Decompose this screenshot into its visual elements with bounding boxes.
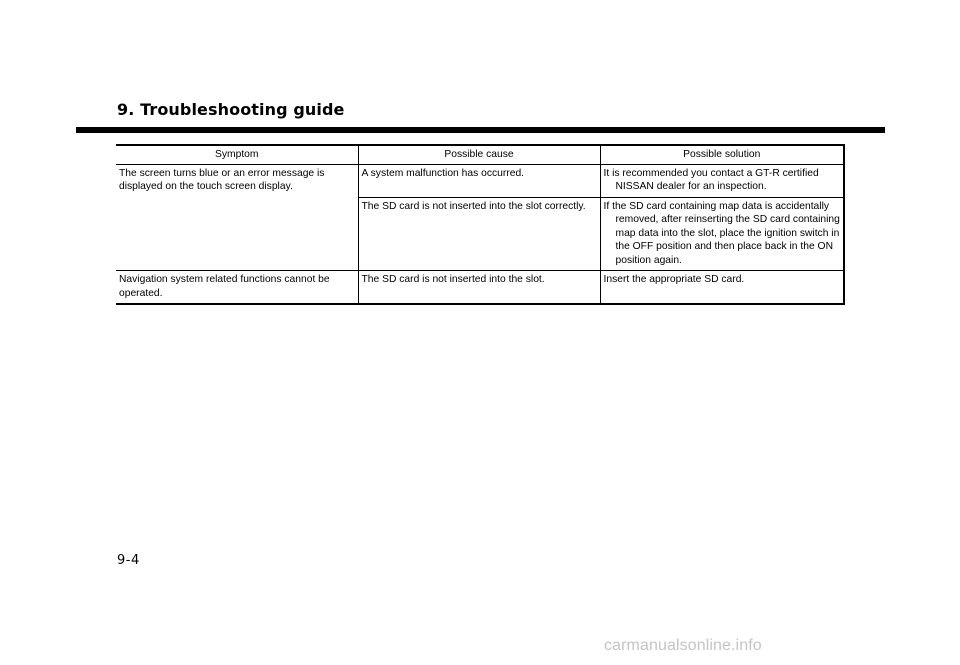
table-header-row: [116, 145, 844, 164]
table-row: [116, 164, 844, 197]
solution-cell: [600, 197, 844, 271]
title-rule: [76, 127, 885, 133]
cause-cell: The SD card is not inserted into the slot correctly.: [358, 197, 600, 271]
solution-cell: [600, 164, 844, 197]
watermark-text: carmanualsonline.info: [604, 637, 762, 654]
symptom-cell: The screen turns blue or an error message is displayed on the touch screen display.: [116, 164, 358, 271]
solution-text: It is recommended you contact a GT-R certified NISSAN dealer for an inspection.: [603, 167, 819, 192]
column-header-symptom: Symptom: [116, 145, 358, 164]
table-row: [116, 271, 844, 305]
cause-cell: The SD card is not inserted into the slot.: [358, 271, 600, 305]
cause-cell: A system malfunction has occurred.: [358, 164, 600, 197]
solution-text: Insert the appropriate SD card.: [603, 274, 745, 285]
solution-cell: [600, 271, 844, 305]
column-header-possible-solution: Possible solution: [600, 145, 844, 164]
section-title: 9. Troubleshooting guide: [117, 100, 345, 119]
page-number: 9-4: [117, 553, 140, 568]
solution-text: If the SD card containing map data is accidentally removed, after reinserting the SD card containing map data into the slot, place the ignition switch in the OFF position and then place back in the ON position again.: [603, 200, 840, 266]
symptom-cell: Navigation system related functions cannot be operated.: [116, 271, 358, 305]
troubleshooting-table: [116, 144, 845, 305]
column-header-possible-cause: Possible cause: [358, 145, 600, 164]
